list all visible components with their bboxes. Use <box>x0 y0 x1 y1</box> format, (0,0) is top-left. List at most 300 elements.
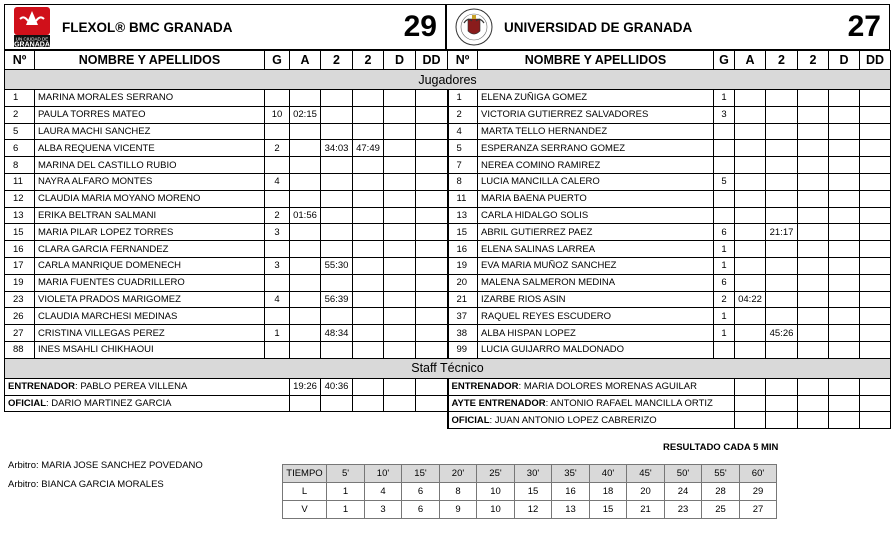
away-player-s2 <box>798 106 829 123</box>
away-staff-empty-cell <box>829 395 860 412</box>
home-player-dd <box>416 241 448 258</box>
away-player-name: MALENA SALMERON MEDINA <box>478 274 714 291</box>
timeline-score: 28 <box>702 483 740 501</box>
home-player-name: ALBA REQUENA VICENTE <box>35 140 265 157</box>
away-player-g: 6 <box>714 224 735 241</box>
away-player-s1 <box>766 257 798 274</box>
home-player-s2: 47:49 <box>353 140 384 157</box>
away-player-s2 <box>798 190 829 207</box>
home-player-name: MARIA FUENTES CUADRILLERO <box>35 274 265 291</box>
home-player-d <box>384 291 416 308</box>
home-player-d <box>384 123 416 140</box>
staff-row <box>5 412 891 429</box>
home-player-d <box>384 90 416 107</box>
home-player-s2 <box>353 173 384 190</box>
away-player-num: 20 <box>448 274 478 291</box>
away-player-g: 1 <box>714 90 735 107</box>
player-row <box>5 123 891 140</box>
away-staff-name: MARIA DOLORES MORENAS AGUILAR <box>523 381 697 393</box>
away-player-d <box>829 190 860 207</box>
away-player-dd <box>860 241 891 258</box>
home-player-a: 02:15 <box>290 106 321 123</box>
home-player-dd <box>416 341 448 358</box>
home-team-logo <box>10 5 54 49</box>
player-row <box>5 157 891 174</box>
home-staff-empty-cell <box>416 378 448 395</box>
home-player-s2 <box>353 224 384 241</box>
home-player-s2 <box>353 157 384 174</box>
home-player-s2 <box>353 90 384 107</box>
away-player-num: 1 <box>448 90 478 107</box>
home-player-s1 <box>321 190 353 207</box>
home-player-d <box>384 106 416 123</box>
away-player-a <box>735 207 766 224</box>
home-player-dd <box>416 291 448 308</box>
column-header-home: 2 <box>353 51 384 70</box>
away-player-a <box>735 224 766 241</box>
away-player-a: 04:22 <box>735 291 766 308</box>
away-player-dd <box>860 106 891 123</box>
home-player-dd <box>416 274 448 291</box>
away-player-d <box>829 291 860 308</box>
away-player-d <box>829 157 860 174</box>
home-player-g: 4 <box>265 291 290 308</box>
timeline-score: 9 <box>440 501 477 519</box>
home-player-name: INES MSAHLI CHIKHAOUI <box>35 341 265 358</box>
home-staff-s1: 40:36 <box>321 378 353 395</box>
svg-text:GRANADA: GRANADA <box>14 41 50 49</box>
player-row <box>5 140 891 157</box>
away-player-s1 <box>766 157 798 174</box>
home-player-dd <box>416 90 448 107</box>
away-player-num: 11 <box>448 190 478 207</box>
away-staff-s1 <box>766 395 798 412</box>
timeline-score: 24 <box>665 483 702 501</box>
away-staff-role: AYTE ENTRENADOR <box>451 397 546 409</box>
player-row <box>5 325 891 342</box>
timeline-score: 29 <box>740 483 777 501</box>
timeline-score: 3 <box>365 501 402 519</box>
column-header-away: A <box>735 51 766 70</box>
away-player-g: 5 <box>714 173 735 190</box>
home-player-s1 <box>321 90 353 107</box>
home-player-num: 16 <box>5 241 35 258</box>
timeline-score: 4 <box>365 483 402 501</box>
away-player-d <box>829 325 860 342</box>
home-player-g: 2 <box>265 140 290 157</box>
away-player-num: 7 <box>448 157 478 174</box>
home-player-g: 3 <box>265 224 290 241</box>
home-player-s1 <box>321 106 353 123</box>
home-player-dd <box>416 325 448 342</box>
away-player-dd <box>860 274 891 291</box>
home-staff-empty-cell <box>384 395 416 412</box>
home-staff-s1 <box>321 395 353 412</box>
away-player-s1 <box>766 341 798 358</box>
away-player-a <box>735 157 766 174</box>
away-player-name: EVA MARIA MUÑOZ SANCHEZ <box>478 257 714 274</box>
timeline-score: 25 <box>702 501 740 519</box>
home-player-s2 <box>353 257 384 274</box>
home-player-s2 <box>353 274 384 291</box>
away-player-s2 <box>798 325 829 342</box>
home-staff-member: ENTRENADOR: PABLO PEREA VILLENA <box>5 378 290 395</box>
home-player-a <box>290 123 321 140</box>
home-player-name: CLAUDIA MARCHESI MEDINAS <box>35 308 265 325</box>
away-player-name: ABRIL GUTIERREZ PAEZ <box>478 224 714 241</box>
referee-name: MARIA JOSE SANCHEZ POVEDANO <box>41 460 203 471</box>
home-staff-name: DARIO MARTINEZ GARCIA <box>51 397 172 409</box>
away-player-s2 <box>798 308 829 325</box>
home-player-num: 6 <box>5 140 35 157</box>
home-player-s1 <box>321 157 353 174</box>
away-player-s2 <box>798 224 829 241</box>
home-player-num: 8 <box>5 157 35 174</box>
away-staff-empty-cell <box>860 412 891 429</box>
away-staff-member: OFICIAL: JUAN ANTONIO LOPEZ CABRERIZO <box>448 412 735 429</box>
away-player-name: NEREA COMINO RAMIREZ <box>478 157 714 174</box>
timeline-time: 50' <box>665 465 702 483</box>
home-player-name: CLARA GARCIA FERNANDEZ <box>35 241 265 258</box>
column-header-away: G <box>714 51 735 70</box>
away-player-name: CARLA HIDALGO SOLIS <box>478 207 714 224</box>
home-staff-empty <box>5 412 448 429</box>
home-player-num: 12 <box>5 190 35 207</box>
home-player-a <box>290 140 321 157</box>
home-player-a: 01:56 <box>290 207 321 224</box>
away-player-d <box>829 308 860 325</box>
home-player-g: 4 <box>265 173 290 190</box>
player-row <box>5 207 891 224</box>
away-player-dd <box>860 123 891 140</box>
away-player-a <box>735 274 766 291</box>
player-row <box>5 341 891 358</box>
home-player-dd <box>416 308 448 325</box>
away-player-num: 4 <box>448 123 478 140</box>
player-row <box>5 308 891 325</box>
player-row <box>5 106 891 123</box>
away-player-num: 19 <box>448 257 478 274</box>
timeline-time: 60' <box>740 465 777 483</box>
away-player-s2 <box>798 157 829 174</box>
away-player-s1 <box>766 123 798 140</box>
results-timeline-table <box>282 464 777 519</box>
away-staff-empty-cell <box>798 395 829 412</box>
player-row <box>5 241 891 258</box>
away-player-s1 <box>766 207 798 224</box>
player-row <box>5 274 891 291</box>
home-staff-role: OFICIAL <box>8 397 46 409</box>
away-player-s1 <box>766 291 798 308</box>
away-player-a <box>735 257 766 274</box>
home-player-name: NAYRA ALFARO MONTES <box>35 173 265 190</box>
results-title: RESULTADO CADA 5 MIN <box>663 442 779 453</box>
column-header-home: DD <box>416 51 448 70</box>
column-header-away: D <box>829 51 860 70</box>
timeline-time: 30' <box>515 465 552 483</box>
away-player-dd <box>860 157 891 174</box>
away-staff-name: JUAN ANTONIO LOPEZ CABRERIZO <box>494 414 657 426</box>
home-player-name: CRISTINA VILLEGAS PEREZ <box>35 325 265 342</box>
away-player-g <box>714 207 735 224</box>
away-player-a <box>735 341 766 358</box>
away-player-name: LUCIA GUIJARRO MALDONADO <box>478 341 714 358</box>
away-player-d <box>829 341 860 358</box>
home-staff-empty-cell <box>353 378 384 395</box>
home-player-a <box>290 341 321 358</box>
players-section-row <box>5 70 891 90</box>
away-player-s1 <box>766 140 798 157</box>
away-staff-empty-cell <box>798 378 829 395</box>
home-player-num: 2 <box>5 106 35 123</box>
home-player-g: 3 <box>265 257 290 274</box>
away-player-num: 13 <box>448 207 478 224</box>
timeline-score: 8 <box>440 483 477 501</box>
away-staff-member: ENTRENADOR: MARIA DOLORES MORENAS AGUILAR <box>448 378 735 395</box>
home-player-num: 23 <box>5 291 35 308</box>
away-player-d <box>829 90 860 107</box>
away-player-num: 2 <box>448 106 478 123</box>
away-player-dd <box>860 173 891 190</box>
timeline-row-label: L <box>283 483 327 501</box>
home-player-a <box>290 274 321 291</box>
away-player-d <box>829 274 860 291</box>
home-player-a <box>290 241 321 258</box>
home-player-d <box>384 224 416 241</box>
timeline-time: 25' <box>477 465 515 483</box>
away-player-name: ESPERANZA SERRANO GOMEZ <box>478 140 714 157</box>
away-player-g: 1 <box>714 308 735 325</box>
home-staff-role: ENTRENADOR <box>8 381 76 393</box>
away-player-num: 38 <box>448 325 478 342</box>
home-player-num: 26 <box>5 308 35 325</box>
timeline-time: 40' <box>590 465 627 483</box>
column-header-row <box>5 51 891 70</box>
away-player-g: 2 <box>714 291 735 308</box>
away-player-g <box>714 123 735 140</box>
away-player-a <box>735 241 766 258</box>
away-player-dd <box>860 257 891 274</box>
away-player-s1 <box>766 241 798 258</box>
home-player-dd <box>416 157 448 174</box>
home-player-s1: 48:34 <box>321 325 353 342</box>
home-player-s2 <box>353 341 384 358</box>
home-player-a <box>290 157 321 174</box>
timeline-score: 1 <box>327 483 365 501</box>
timeline-score: 13 <box>552 501 590 519</box>
player-row <box>5 257 891 274</box>
away-player-num: 15 <box>448 224 478 241</box>
home-player-s1 <box>321 274 353 291</box>
home-player-g <box>265 190 290 207</box>
home-player-name: ERIKA BELTRAN SALMANI <box>35 207 265 224</box>
away-player-dd <box>860 140 891 157</box>
home-player-s2 <box>353 106 384 123</box>
away-player-a <box>735 123 766 140</box>
home-staff-empty-cell <box>416 395 448 412</box>
away-player-g: 6 <box>714 274 735 291</box>
away-staff-empty-cell <box>860 395 891 412</box>
home-player-g <box>265 90 290 107</box>
home-player-g: 2 <box>265 207 290 224</box>
away-player-dd <box>860 224 891 241</box>
away-player-s1 <box>766 274 798 291</box>
home-player-dd <box>416 207 448 224</box>
away-staff-empty-cell <box>829 412 860 429</box>
home-player-dd <box>416 224 448 241</box>
home-player-d <box>384 341 416 358</box>
home-player-name: PAULA TORRES MATEO <box>35 106 265 123</box>
away-player-num: 21 <box>448 291 478 308</box>
home-player-dd <box>416 106 448 123</box>
home-team-score: 29 <box>403 10 437 43</box>
home-player-num: 15 <box>5 224 35 241</box>
away-player-s1 <box>766 173 798 190</box>
home-player-d <box>384 241 416 258</box>
timeline-row <box>283 483 777 501</box>
away-player-d <box>829 207 860 224</box>
column-header-away: Nº <box>448 51 478 70</box>
home-player-g <box>265 341 290 358</box>
column-header-away: NOMBRE Y APELLIDOS <box>478 51 714 70</box>
home-player-dd <box>416 190 448 207</box>
away-player-s2 <box>798 341 829 358</box>
away-player-d <box>829 140 860 157</box>
staff-section-row <box>5 358 891 378</box>
home-player-s2 <box>353 207 384 224</box>
column-header-away: 2 <box>766 51 798 70</box>
away-player-s2 <box>798 173 829 190</box>
home-player-s1 <box>321 123 353 140</box>
away-player-a <box>735 106 766 123</box>
away-staff-empty-cell <box>829 378 860 395</box>
away-player-g: 1 <box>714 325 735 342</box>
away-player-d <box>829 123 860 140</box>
home-staff-empty-cell <box>384 378 416 395</box>
away-player-s2 <box>798 90 829 107</box>
timeline-score: 1 <box>327 501 365 519</box>
away-player-name: VICTORIA GUTIERREZ SALVADORES <box>478 106 714 123</box>
home-player-a <box>290 325 321 342</box>
svg-text:UN CIUDAD DE: UN CIUDAD DE <box>15 36 49 42</box>
timeline-score: 21 <box>627 501 665 519</box>
home-staff-member: OFICIAL: DARIO MARTINEZ GARCIA <box>5 395 290 412</box>
home-player-d <box>384 308 416 325</box>
home-staff-a <box>290 395 321 412</box>
home-player-a <box>290 190 321 207</box>
home-player-num: 1 <box>5 90 35 107</box>
home-player-s1: 56:39 <box>321 291 353 308</box>
home-player-num: 5 <box>5 123 35 140</box>
timeline-time: 5' <box>327 465 365 483</box>
home-player-name: CLAUDIA MARIA MOYANO MORENO <box>35 190 265 207</box>
player-row <box>5 190 891 207</box>
timeline-row-label: V <box>283 501 327 519</box>
home-staff-empty-cell <box>353 395 384 412</box>
home-player-dd <box>416 123 448 140</box>
away-staff-a <box>735 395 766 412</box>
timeline-score: 10 <box>477 483 515 501</box>
away-staff-role: ENTRENADOR <box>451 381 519 393</box>
home-player-s2 <box>353 291 384 308</box>
timeline-score: 10 <box>477 501 515 519</box>
home-player-s1 <box>321 207 353 224</box>
away-player-dd <box>860 190 891 207</box>
column-header-home: 2 <box>321 51 353 70</box>
referee-1 <box>8 460 203 471</box>
home-staff-a: 19:26 <box>290 378 321 395</box>
away-player-a <box>735 140 766 157</box>
staff-section-title: Staff Técnico <box>5 358 891 378</box>
away-staff-s1 <box>766 412 798 429</box>
away-player-name: ELENA ZUÑIGA GOMEZ <box>478 90 714 107</box>
away-player-a <box>735 173 766 190</box>
column-header-away: DD <box>860 51 891 70</box>
timeline-time: 45' <box>627 465 665 483</box>
home-player-num: 11 <box>5 173 35 190</box>
timeline-score: 20 <box>627 483 665 501</box>
away-player-dd <box>860 291 891 308</box>
player-row <box>5 173 891 190</box>
away-player-d <box>829 106 860 123</box>
home-player-name: MARINA MORALES SERRANO <box>35 90 265 107</box>
timeline-time: 10' <box>365 465 402 483</box>
player-row <box>5 291 891 308</box>
home-player-a <box>290 224 321 241</box>
away-player-s2 <box>798 207 829 224</box>
home-staff-name: PABLO PEREA VILLENA <box>80 381 188 393</box>
scoresheet <box>4 4 890 453</box>
home-player-d <box>384 140 416 157</box>
home-player-s1 <box>321 341 353 358</box>
players-section-title: Jugadores <box>5 70 891 90</box>
away-player-s1 <box>766 106 798 123</box>
away-player-g <box>714 140 735 157</box>
away-player-s1 <box>766 90 798 107</box>
home-player-g <box>265 274 290 291</box>
away-player-d <box>829 241 860 258</box>
away-player-name: RAQUEL REYES ESCUDERO <box>478 308 714 325</box>
away-player-g: 1 <box>714 257 735 274</box>
players-table <box>4 50 891 429</box>
home-player-d <box>384 157 416 174</box>
away-player-g <box>714 190 735 207</box>
away-player-name: IZARBE RIOS ASIN <box>478 291 714 308</box>
away-player-a <box>735 325 766 342</box>
home-player-s1: 34:03 <box>321 140 353 157</box>
home-player-s1 <box>321 224 353 241</box>
column-header-home: NOMBRE Y APELLIDOS <box>35 51 265 70</box>
home-player-dd <box>416 257 448 274</box>
home-player-a <box>290 291 321 308</box>
timeline-score: 15 <box>515 483 552 501</box>
timeline-time: 20' <box>440 465 477 483</box>
column-header-home: G <box>265 51 290 70</box>
home-player-d <box>384 207 416 224</box>
column-header-home: A <box>290 51 321 70</box>
away-player-dd <box>860 341 891 358</box>
home-player-name: VIOLETA PRADOS MARIGOMEZ <box>35 291 265 308</box>
home-player-dd <box>416 140 448 157</box>
timeline-score: 12 <box>515 501 552 519</box>
home-player-g <box>265 157 290 174</box>
home-player-s1 <box>321 308 353 325</box>
away-player-d <box>829 173 860 190</box>
home-player-g <box>265 241 290 258</box>
away-player-name: MARIA BAENA PUERTO <box>478 190 714 207</box>
timeline-row <box>283 501 777 519</box>
home-player-s2 <box>353 308 384 325</box>
